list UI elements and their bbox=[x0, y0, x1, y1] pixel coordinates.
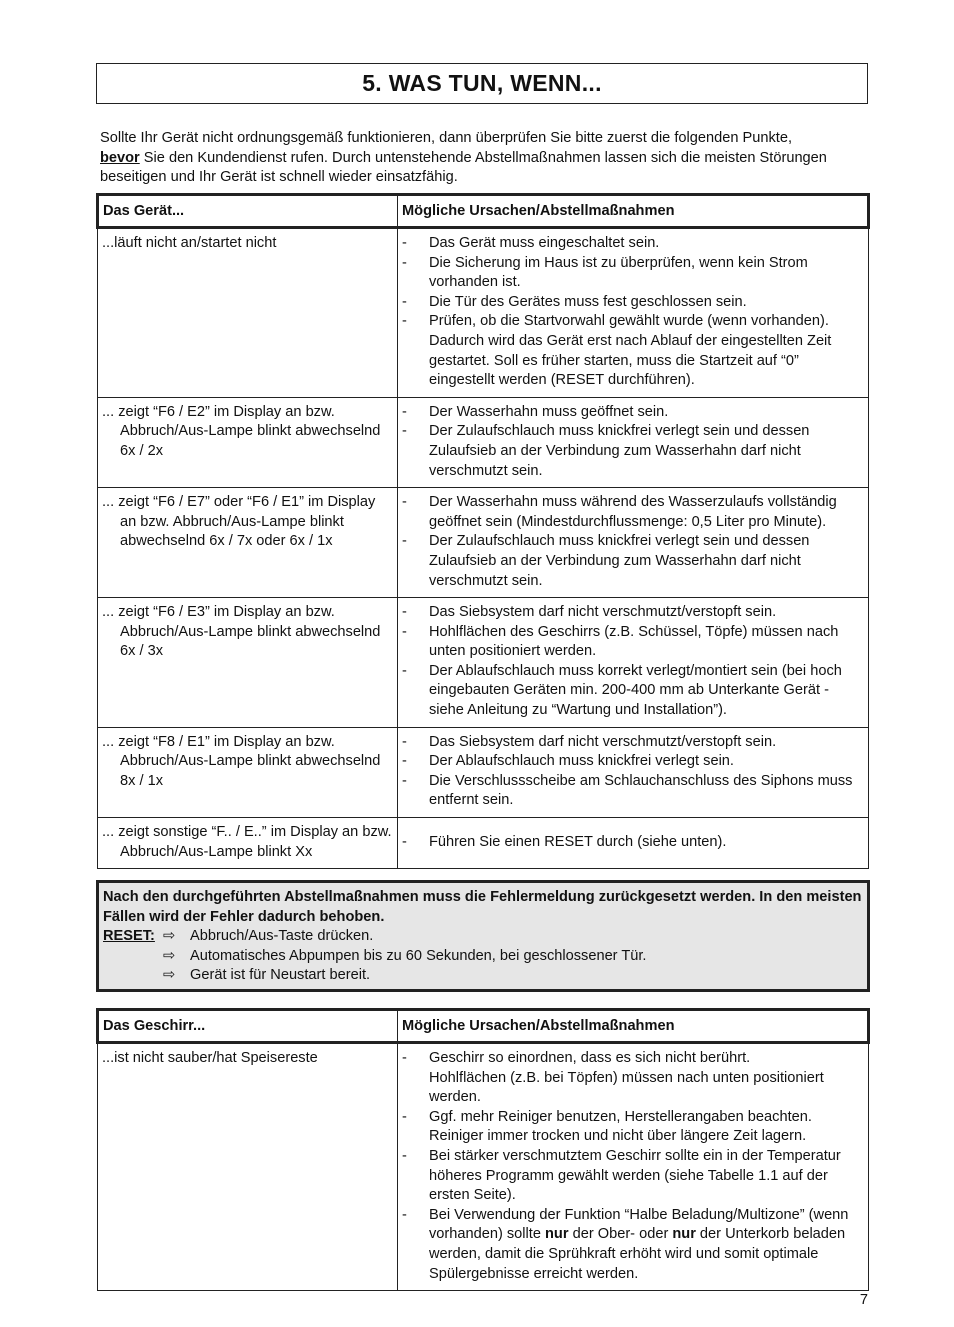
header-causes: Mögliche Ursachen/Abstellmaßnahmen bbox=[398, 1010, 869, 1043]
arrow-right-icon: ⇨ bbox=[163, 967, 176, 984]
problem-cell: ...ist nicht sauber/hat Speisereste bbox=[102, 1050, 318, 1066]
list-item: - Der Ablaufschlauch muss korrekt verlegt/montiert sein (bei hoch eingebauten Geräten min. 200-400 mm ab Unterkante Gerät - siehe Anleitung zu “Wartung und Installation”). bbox=[402, 662, 864, 721]
list-item: - Der Ablaufschlauch muss knickfrei verlegt sein. bbox=[402, 752, 864, 772]
section-title: 5. WAS TUN, WENN... bbox=[362, 70, 602, 96]
table-row bbox=[98, 228, 869, 398]
reset-step-row bbox=[103, 966, 863, 986]
list-item: - Das Gerät muss eingeschaltet sein. bbox=[402, 234, 864, 254]
table-header-row bbox=[98, 195, 869, 228]
reset-step-row bbox=[103, 947, 863, 967]
intro-text-after: Sie den Kundendienst rufen. Durch untenstehende Abstellmaßnahmen lassen sich die meisten Störungen beseitigen und Ihr Gerät ist schnell wieder einsatzfähig. bbox=[100, 149, 827, 185]
reset-label: RESET: bbox=[103, 928, 155, 945]
cause-text: der Unterkorb beladen werden, damit die Sprühkraft erhöht wird und somit optimale Spülergebnisse erreicht werden. bbox=[429, 1226, 846, 1282]
problem-cell: ... zeigt “F6 / E3” im Display an bzw. Abbruch/Aus-Lampe blinkt abwechselnd 6x / 3x bbox=[102, 604, 381, 660]
list-item: - Der Wasserhahn muss geöffnet sein. bbox=[402, 403, 864, 423]
causes-list bbox=[402, 733, 864, 811]
list-item: - Der Zulaufschlauch muss knickfrei verlegt sein und dessen Zulaufsieb an der Verbindung zum Wasserhahn darf nicht verschmutzt sein. bbox=[402, 422, 864, 481]
cause-text: Geschirr so einordnen, dass es sich nicht berührt. bbox=[429, 1050, 751, 1066]
header-causes: Mögliche Ursachen/Abstellmaßnahmen bbox=[398, 195, 869, 228]
causes-list bbox=[402, 833, 864, 853]
causes-list bbox=[402, 603, 864, 721]
table-row bbox=[98, 598, 869, 728]
intro-text-before: Sollte Ihr Gerät nicht ordnungsgemäß funktionieren, dann überprüfen Sie bitte zuerst die folgenden Punkte, bbox=[100, 130, 793, 146]
list-item: - Führen Sie einen RESET durch (siehe unten). bbox=[402, 833, 864, 853]
list-item: - Die Verschlussscheibe am Schlauchanschluss des Siphons muss entfernt sein. bbox=[402, 772, 864, 811]
emphasis-nur: nur bbox=[672, 1226, 696, 1243]
reset-step-row bbox=[103, 927, 863, 947]
causes-list bbox=[402, 403, 864, 481]
list-item: - Der Wasserhahn muss während des Wasserzulaufs vollständig geöffnet sein (Mindestdurchflussmenge: 0,5 Liter pro Minute). bbox=[402, 493, 864, 532]
list-item: - Die Tür des Gerätes muss fest geschlossen sein. bbox=[402, 293, 864, 313]
list-item bbox=[402, 1206, 864, 1284]
list-item bbox=[402, 1049, 864, 1108]
reset-note-box bbox=[96, 880, 870, 992]
cause-text: Bei Verwendung der Funktion “Halbe Beladung/Multizone” (wenn vorhanden) sollte bbox=[429, 1206, 849, 1243]
problem-cell: ... zeigt “F6 / E2” im Display an bzw. Abbruch/Aus-Lampe blinkt abwechselnd 6x / 2x bbox=[102, 403, 381, 459]
intro-bevor: bevor bbox=[100, 149, 140, 166]
list-item: - Bei stärker verschmutztem Geschirr sollte ein in der Temperatur höheres Programm gewählt werden (siehe Tabelle 1.1 auf der ersten Seite). bbox=[402, 1147, 864, 1206]
table-header-row bbox=[98, 1010, 869, 1043]
reset-step: Automatisches Abpumpen bis zu 60 Sekunden, bei geschlossener Tür. bbox=[190, 947, 647, 964]
header-device: Das Gerät... bbox=[98, 195, 398, 228]
reset-note: Nach den durchgeführten Abstellmaßnahmen muss die Fehlermeldung zurückgesetzt werden. In den meisten Fällen wird der Fehler dadurch behoben. bbox=[103, 889, 862, 925]
intro-paragraph bbox=[100, 129, 870, 188]
list-item: - Das Siebsystem darf nicht verschmutzt/verstopft sein. bbox=[402, 603, 864, 623]
reset-step: Gerät ist für Neustart bereit. bbox=[190, 967, 371, 984]
dishes-troubleshooting-table bbox=[96, 1008, 870, 1291]
problem-cell: ...läuft nicht an/startet nicht bbox=[102, 235, 277, 251]
causes-list bbox=[402, 1049, 864, 1284]
emphasis-nur: nur bbox=[545, 1226, 569, 1243]
header-dishes: Das Geschirr... bbox=[98, 1010, 398, 1043]
arrow-right-icon: ⇨ bbox=[163, 947, 176, 964]
device-troubleshooting-table bbox=[96, 193, 870, 869]
cause-text: der Ober- oder bbox=[568, 1226, 673, 1243]
arrow-right-icon: ⇨ bbox=[163, 928, 176, 945]
table-row bbox=[98, 1043, 869, 1291]
page-number: 7 bbox=[859, 1292, 868, 1308]
cause-text: Hohlflächen (z.B. bei Töpfen) müssen nach unten positioniert werden. bbox=[429, 1069, 824, 1106]
problem-cell: ... zeigt “F6 / E7” oder “F6 / E1” im Display an bzw. Abbruch/Aus-Lampe blinkt abwechselnd 6x / 7x oder 6x / 1x bbox=[102, 494, 376, 550]
section-title-box bbox=[96, 63, 868, 104]
causes-list bbox=[402, 493, 864, 591]
reset-label-spacer bbox=[103, 947, 163, 967]
table-row bbox=[98, 818, 869, 869]
list-item: - Die Sicherung im Haus ist zu überprüfen, wenn kein Strom vorhanden ist. bbox=[402, 254, 864, 293]
list-item: - Hohlflächen des Geschirrs (z.B. Schüssel, Töpfe) müssen nach unten positioniert werden. bbox=[402, 623, 864, 662]
list-item: - Das Siebsystem darf nicht verschmutzt/verstopft sein. bbox=[402, 733, 864, 753]
list-item: - Der Zulaufschlauch muss knickfrei verlegt sein und dessen Zulaufsieb an der Verbindung zum Wasserhahn darf nicht verschmutzt sein. bbox=[402, 532, 864, 591]
list-item: - Ggf. mehr Reiniger benutzen, Herstellerangaben beachten. Reiniger immer trocken und nicht über längere Zeit lagern. bbox=[402, 1108, 864, 1147]
table-row bbox=[98, 488, 869, 598]
causes-list bbox=[402, 234, 864, 391]
problem-cell: ... zeigt sonstige “F.. / E..” im Display an bzw. Abbruch/Aus-Lampe blinkt Xx bbox=[102, 824, 392, 860]
reset-step: Abbruch/Aus-Taste drücken. bbox=[190, 928, 374, 945]
table-row bbox=[98, 727, 869, 817]
table-row bbox=[98, 397, 869, 487]
problem-cell: ... zeigt “F8 / E1” im Display an bzw. Abbruch/Aus-Lampe blinkt abwechselnd 8x / 1x bbox=[102, 733, 381, 789]
list-item: - Prüfen, ob die Startvorwahl gewählt wurde (wenn vorhanden). Dadurch wird das Gerät erst nach Ablauf der eingestellten Zeit gestartet. Soll es früher starten, muss die Startzeit auf “0” eingestellt werden (RESET durchführen). bbox=[402, 312, 864, 390]
reset-label-spacer bbox=[103, 966, 163, 986]
